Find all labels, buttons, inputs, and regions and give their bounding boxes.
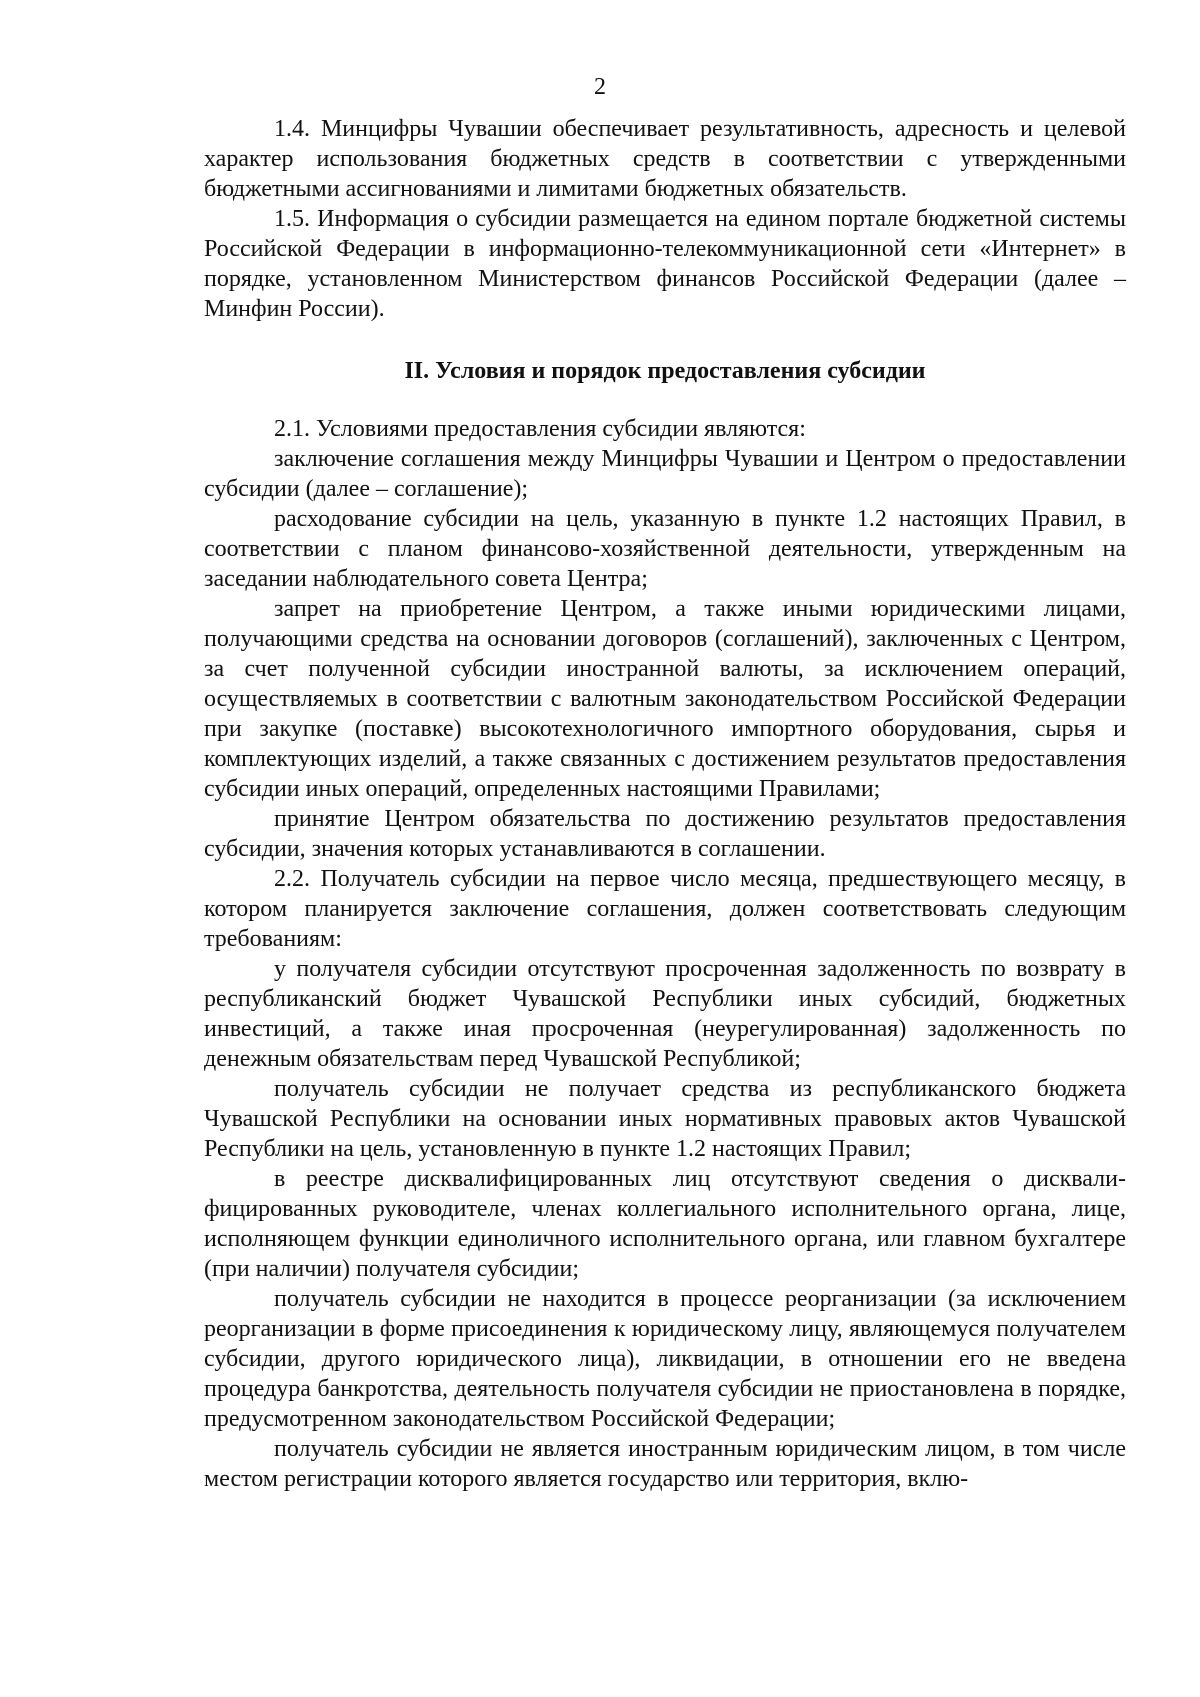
paragraph-1-5: 1.5. Информация о субсидии размещается на едином портале бюджетной системы Российской Федерации в информационно-телекоммуникационной сети «Интернет» в порядке, установленном Министерством финансов Российской Федерации (далее – Минфин России). [204, 206, 1126, 322]
condition-currency-ban: запрет на приобретение Центром, а также иными юридическими лицами, получающими средства на основании договоров (соглашений), заключенных с Центром, за счет полученной субсидии иностранной валюты, за исключением операций, осуществляемых в соответствии с валютным законодательством Российской Федерации при закупке (поставке) высокотехнологичного импортного оборудования, сырья и комплектующих изделий, а также связанных с достижением результатов предоставления субсидии иных операций, определенных настоящими Правилами; [204, 596, 1126, 802]
requirement-disqualified-registry: в реестре дисквалифицированных лиц отсутствуют сведения о дисквалифицированных руководителе, членах коллегиального исполнительного органа, лице, исполняющем функции единоличного исполнительного органа, или главном бухгалтере (при наличии) получателя субсидии; [204, 1166, 1126, 1282]
requirement-not-foreign: получатель субсидии не является иностранным юридическим лицом, в том числе местом регистрации которого является государство или территория, вклю- [204, 1436, 1126, 1492]
paragraph-2-2: 2.2. Получатель субсидии на первое число месяца, предшествующего месяцу, в котором планируется заключение соглашения, должен соответствовать следующим требованиям: [204, 866, 1126, 952]
requirement-no-debt: у получателя субсидии отсутствуют просроченная задолженность по возврату в республиканский бюджет Чувашской Республики иных субсидий, бюджетных инвестиций, а также иная просроченная (неурегулированная) задолженность по денежным обязательствам перед Чувашской Республикой; [204, 956, 1126, 1072]
condition-obligation: принятие Центром обязательства по достижению результатов предоставления субсидии, значения которых устанавливаются в соглашении. [204, 806, 1126, 862]
spacer [204, 324, 1126, 356]
page-number: 2 [594, 74, 606, 100]
requirement-no-other-funds: получатель субсидии не получает средства из республиканского бюджета Чувашской Республики на основании иных нормативных правовых актов Чувашской Республики на цель, установленную в пункте 1.2 настоящих Правил; [204, 1076, 1126, 1162]
condition-spending: расходование субсидии на цель, указанную в пункте 1.2 настоящих Правил, в соответствии с планом финансово-хозяйственной деятельности, утвержденным на заседании наблюдательного совета Центра; [204, 506, 1126, 592]
document-body [204, 114, 1126, 1494]
paragraph-2-1: 2.1. Условиями предоставления субсидии являются: [274, 416, 806, 442]
section-heading: II. Условия и порядок предоставления субсидии [404, 358, 926, 384]
condition-agreement: заключение соглашения между Минцифры Чувашии и Центром о предоставлении субсидии (далее – соглашение); [204, 446, 1126, 502]
spacer [204, 386, 1126, 414]
paragraph-1-4: 1.4. Минцифры Чувашии обеспечивает результативность, адресность и целевой характер использования бюджетных средств в соответствии с утвержденными бюджетными ассигнованиями и лимитами бюджетных обязательств. [204, 116, 1126, 202]
requirement-no-reorganization: получатель субсидии не находится в процессе реорганизации (за исключением реорганизации в форме присоединения к юридическому лицу, являющемуся получателем субсидии, другого юридического лица), ликвидации, в отношении его не введена процедура банкротства, деятельность получателя субсидии не приостановлена в порядке, предусмотренном законодательством Российской Федерации; [204, 1286, 1126, 1432]
